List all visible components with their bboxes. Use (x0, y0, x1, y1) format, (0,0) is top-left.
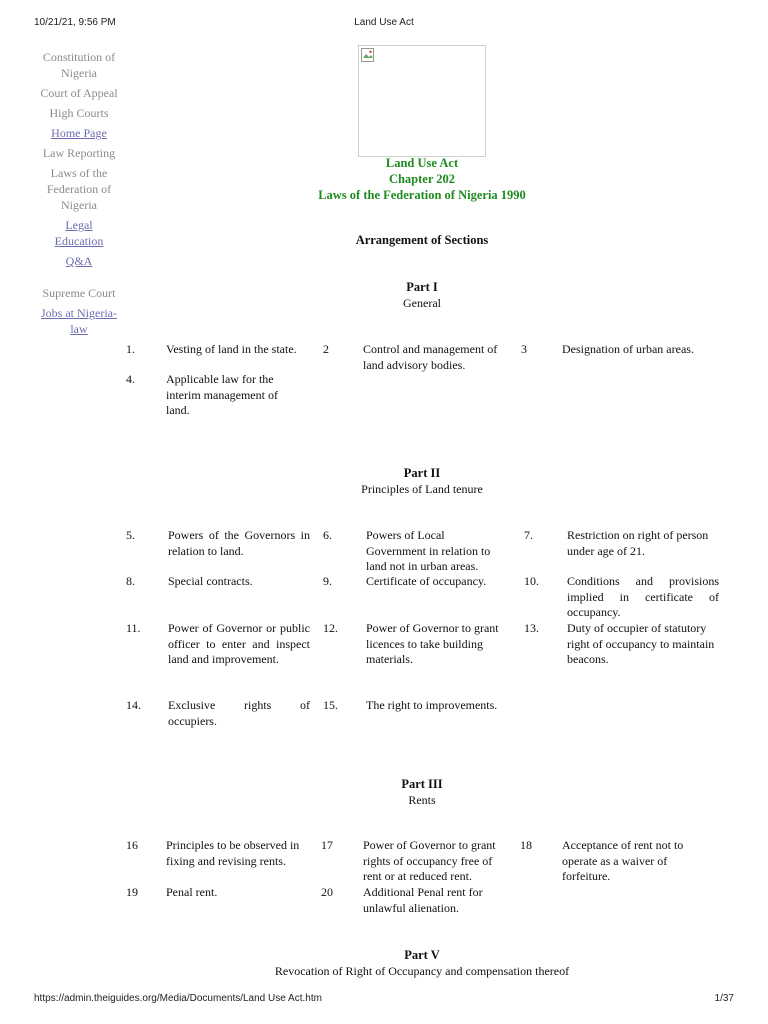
section-title-link[interactable]: Control and management of land advisory bodies. (363, 342, 498, 372)
sidebar-item-law-reporting[interactable]: Law Reporting (42, 146, 116, 160)
section-number: 6. (323, 528, 332, 542)
section-number: 8. (126, 574, 135, 588)
print-page-number: 1/37 (714, 993, 734, 1004)
section-title-link[interactable]: Vesting of land in the state. (166, 342, 297, 356)
part-title: Part I (406, 280, 438, 294)
section-title-link[interactable]: Power of Governor or public officer to enter and inspect land and improvement. (168, 621, 310, 666)
section-number: 19 (126, 885, 138, 899)
section-title-link[interactable]: Powers of the Governors in relation to land. (168, 528, 310, 558)
section-number: 10. (524, 574, 539, 588)
sidebar-item-jobs[interactable]: Jobs at Nigeria-law (41, 306, 117, 336)
section-title-link[interactable]: Power of Governor to grant licences to take building materials. (366, 621, 499, 666)
section-title-link[interactable]: Additional Penal rent for unlawful alienation. (363, 885, 483, 915)
sidebar-item-qa[interactable]: Q&A (65, 254, 93, 268)
part-heading (122, 947, 722, 979)
sidebar-nav (40, 49, 118, 341)
section-number: 15. (323, 698, 338, 712)
section-title-link[interactable]: Restriction on right of person under age of 21. (567, 528, 709, 558)
part-heading (122, 279, 722, 311)
section-title-link[interactable]: Powers of Local Government in relation to land not in urban areas. (366, 528, 491, 573)
section-number: 18 (520, 838, 532, 852)
sidebar-item-constitution[interactable]: Constitution of Nigeria (42, 50, 116, 80)
section-title-link[interactable]: Applicable law for the interim management of land. (166, 372, 278, 417)
part-heading (122, 465, 722, 497)
section-number: 17 (321, 838, 333, 852)
section-title-link[interactable]: Certificate of occupancy. (366, 574, 487, 588)
section-title-link[interactable]: Conditions and provisions implied in certificate of occupancy. (567, 574, 719, 619)
broken-image-icon (361, 48, 375, 62)
print-url: https://admin.theiguides.org/Media/Documents/Land Use Act.htm (34, 993, 322, 1004)
print-datetime: 10/21/21, 9:56 PM (34, 17, 116, 28)
section-title-link[interactable]: The right to improvements. (366, 698, 498, 712)
sidebar-item-high-courts[interactable]: High Courts (49, 106, 109, 120)
section-number: 4. (126, 372, 135, 386)
sidebar-item-court-of-appeal[interactable]: Court of Appeal (40, 86, 118, 100)
print-page-title: Land Use Act (354, 17, 414, 28)
sidebar-item-supreme-court[interactable]: Supreme Court (42, 286, 116, 300)
section-number: 9. (323, 574, 332, 588)
document-chapter: Chapter 202 (388, 172, 456, 186)
section-title-link[interactable]: Special contracts. (168, 574, 253, 588)
section-title-link[interactable]: Principles to be observed in fixing and revising rents. (166, 838, 300, 868)
part-subtitle: Revocation of Right of Occupancy and compensation thereof (274, 964, 570, 978)
section-number: 13. (524, 621, 539, 635)
part-subtitle: General (403, 296, 441, 310)
part-heading (122, 776, 722, 808)
section-number: 5. (126, 528, 135, 542)
part-title: Part III (401, 777, 443, 791)
document-title: Land Use Act (385, 156, 459, 170)
part-subtitle: Principles of Land tenure (361, 482, 483, 496)
section-title-link[interactable]: Acceptance of rent not to operate as a waiver of forfeiture. (562, 838, 684, 883)
sidebar-item-home-page[interactable]: Home Page (51, 126, 107, 140)
section-title-link[interactable]: Duty of occupier of statutory right of occupancy to maintain beacons. (567, 621, 715, 666)
document-collection: Laws of the Federation of Nigeria 1990 (318, 188, 526, 202)
section-number: 14. (126, 698, 141, 712)
section-number: 20 (321, 885, 333, 899)
logo-image-placeholder (358, 45, 486, 157)
arrangement-heading: Arrangement of Sections (355, 233, 489, 247)
section-number: 2 (323, 342, 329, 356)
part-subtitle: Rents (408, 793, 436, 807)
document-title-block (122, 155, 722, 203)
section-number: 16 (126, 838, 138, 852)
section-number: 12. (323, 621, 338, 635)
section-number: 11. (126, 621, 141, 635)
sidebar-item-legal-education[interactable]: Legal Education (54, 218, 104, 248)
section-number: 7. (524, 528, 533, 542)
sidebar-item-laws-of-federation[interactable]: Laws of the Federation of Nigeria (46, 166, 112, 212)
section-number: 3 (521, 342, 527, 356)
section-title-link[interactable]: Exclusive rights of occupiers. (168, 698, 310, 728)
section-number: 1. (126, 342, 135, 356)
section-title-link[interactable]: Designation of urban areas. (562, 342, 694, 356)
section-title-link[interactable]: Penal rent. (166, 885, 218, 899)
section-title-link[interactable]: Power of Governor to grant rights of occupancy free of rent or at reduced rent. (363, 838, 496, 883)
part-title: Part II (403, 466, 441, 480)
part-title: Part V (404, 948, 440, 962)
